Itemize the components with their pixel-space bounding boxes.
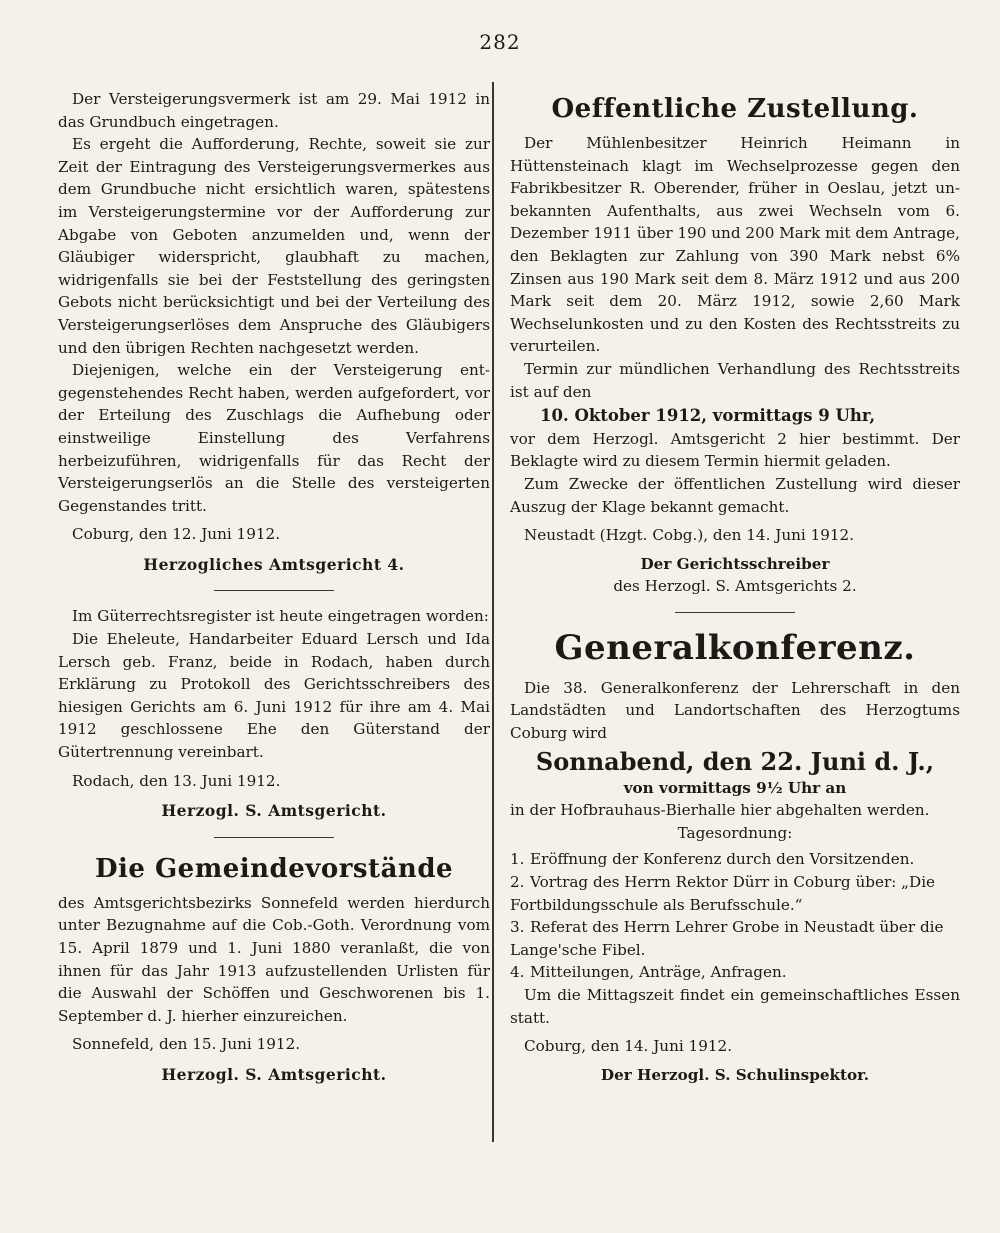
notice3-heading: Die Gemeindevorstände (94, 853, 454, 884)
lunch-paragraph: Um die Mittagszeit findet ein gemeinschaftliches Essen statt. (510, 986, 960, 1027)
auction-note-paragraph: Der Versteigerungsvermerk ist am 29. Mai 1912 in das Grundbuch eingetragen. (58, 90, 490, 131)
registry-paragraph: Die Eheleute, Handarbeiter Eduard Lersch und Ida Lersch geb. Franz, beide in Rodach, haben durch Erklärung zu Protokoll des Gerichtsschreibers des hiesigen Gerichts am 6. Juni 1912 für ihre am 4. Mai 1912 geschlossene Ehe den Güterstand der Gütertrennung vereinbart. (58, 630, 490, 762)
notice2-authority: Herzogl. S. Amtsgericht. (161, 801, 387, 821)
conference-venue: in der Hofbrauhaus-Bierhalle hier abgehalten werden. (510, 801, 930, 820)
right-column (510, 88, 960, 1086)
notice1-place-date: Coburg, den 12. Juni 1912. (72, 525, 281, 544)
column-divider (492, 82, 494, 1142)
conference-time: von vormittags 9½ Uhr an (623, 778, 847, 797)
hearing-intro: Termin zur mündlichen Verhandlung des Rechtsstreits ist auf den (510, 359, 960, 401)
notice5-place-date: Coburg, den 14. Juni 1912. (524, 1037, 733, 1056)
notice4-signer: Der Gerichtsschreiber (640, 554, 830, 573)
registry-intro: Im Güterrechtsregister ist heute eingetragen worden: (72, 607, 489, 626)
notice4-signer-office: des Herzogl. S. Amtsgerichts 2. (613, 577, 857, 596)
notice1-authority: Herzogliches Amtsgericht 4. (143, 554, 405, 574)
notice3-authority: Herzogl. S. Amtsgericht. (161, 1064, 387, 1084)
separator (214, 837, 334, 838)
service-paragraph: Zum Zwecke der öffentlichen Zustellung wird dieser Auszug der Klage bekannt gemacht. (510, 474, 960, 516)
notice3-place-date: Sonnefeld, den 15. Juni 1912. (72, 1035, 301, 1054)
agenda-list (510, 848, 960, 984)
hearing-paragraph: vor dem Herzogl. Amtsgericht 2 hier bestimmt. Der Beklagte wird zu diesem Termin hiermit geladen. (510, 429, 960, 471)
agenda-item: 3. Referat des Herrn Lehrer Grobe in Neustadt über die Lange'sche Fibel. (510, 918, 944, 959)
notice5-heading: Generalkonferenz. (554, 627, 916, 668)
notice5-authority: Der Herzogl. S. Schulinspektor. (600, 1065, 870, 1084)
left-column (58, 88, 490, 1097)
separator (214, 590, 334, 591)
conference-paragraph: Die 38. Generalkonferenz der Lehrerschaft in den Landstädten und Landortschaften des Herzogtums Coburg wird (510, 678, 960, 743)
page-number: 282 (479, 30, 521, 54)
conference-date: Sonnabend, den 22. Juni d. J., (535, 746, 935, 776)
auction-request-paragraph: Es ergeht die Aufforderung, Rechte, soweit sie zur Zeit der Eintragung des Versteigerungsvermerkes aus dem Grundbuche nicht ersichtlich waren, spätestens im Versteigerungstermine vor der Aufforderung zur Abgabe von Geboten anzumelden und, wenn der Gläubiger widerspricht, glaubhaft zu machen, widrigenfalls sie bei der Feststellung des geringsten Gebots nicht berücksichtigt und bei der Verteilung des Versteigerungserlöses dem Anspruche des Gläubigers und den übrigen Rechten nachgesetzt werden. (58, 135, 490, 357)
lawsuit-paragraph: Der Mühlenbesitzer Heinrich Heimann in Hüttensteinach klagt im Wechselprozesse gegen den Fabrikbesitzer R. Oberender, früher in Oeslau, jetzt unbekannten Aufenthalts, aus zwei Wechseln vom 6. Dezember 1911 über 190 und 200 Mark mit dem Antrage, den Beklagten zur Zahlung von 390 Mark nebst 6% Zinsen aus 190 Mark seit dem 8. März 1912 und aus 200 Mark seit dem 20. März 1912, sowie 2,60 Mark Wechselunkosten und zu den Kosten des Rechtsstreits zu verurteilen. (510, 134, 960, 356)
jury-list-paragraph: des Amtsgerichtsbezirks Sonnefeld werden hierdurch unter Bezugnahme auf die Cob.-Goth. Verordnung vom 15. April 1879 und 1. Juni 1880 veranlaßt, die von ihnen für das Jahr 1913 aufzustellenden Urlisten für die Auswahl der Schöffen und Geschworenen bis 1. September d. J. hierher einzureichen. (58, 893, 490, 1025)
separator (675, 612, 795, 613)
agenda-title: Tagesordnung: (677, 823, 793, 842)
notice4-heading: Oeffentliche Zustellung. (551, 94, 919, 124)
agenda-item: 2. Vortrag des Herrn Rektor Dürr in Coburg über: „Die Fortbildungsschule als Berufsschule.“ (510, 873, 936, 914)
auction-objection-paragraph: Diejenigen, welche ein der Versteigerung entgegenstehendes Recht haben, werden aufgefordert, vor der Erteilung des Zuschlags die Aufhebung oder einstweilige Einstellung des Verfahrens herbeizuführen, widrigenfalls für das Recht der Versteigerungserlös an die Stelle des versteigerten Gegenstandes tritt. (58, 361, 490, 515)
hearing-date: 10. Oktober 1912, vormittags 9 Uhr, (540, 406, 876, 426)
notice4-place-date: Neustadt (Hzgt. Cobg.), den 14. Juni 1912. (524, 526, 855, 545)
agenda-item: 4. Mitteilungen, Anträge, Anfragen. (510, 963, 787, 982)
agenda-item: 1. Eröffnung der Konferenz durch den Vorsitzenden. (510, 850, 915, 869)
notice2-place-date: Rodach, den 13. Juni 1912. (72, 771, 281, 790)
